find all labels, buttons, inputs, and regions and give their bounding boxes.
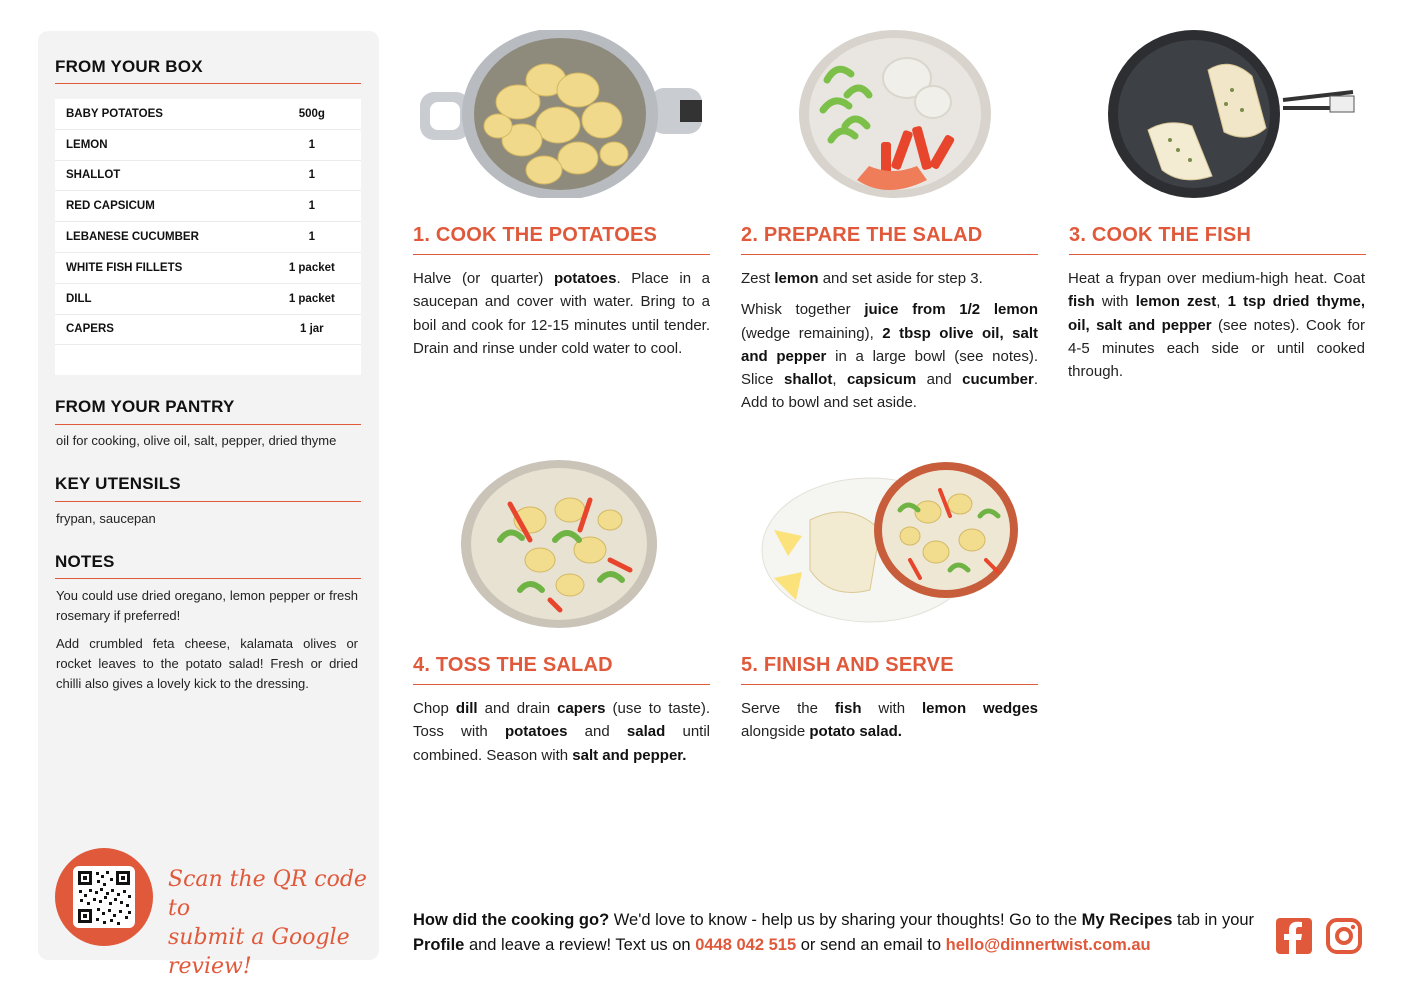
divider [55, 578, 361, 579]
ingredients-sidebar [38, 31, 379, 979]
ingredient-name: SHALLOT [66, 169, 121, 182]
facebook-icon[interactable] [1276, 918, 1312, 954]
bold-text: dill [455, 700, 478, 717]
fish-frypan-image [1108, 30, 1358, 198]
ingredient-name: BABY POTATOES [66, 107, 163, 120]
ingredients-table [55, 99, 361, 375]
step-3-title: 3. COOK THE FISH [1069, 224, 1252, 246]
step-1-text [413, 267, 710, 368]
table-row [55, 161, 361, 192]
bold-text: lemon wedges [921, 700, 1039, 717]
ingredient-qty: 1 [308, 138, 316, 151]
text: Serve the [741, 700, 835, 717]
notes-text [56, 586, 358, 694]
contact-link[interactable]: hello@dinnertwist.com.au [945, 936, 1151, 954]
step-paragraph [741, 697, 1038, 744]
ingredient-name: LEMON [66, 138, 108, 151]
step-paragraph [413, 697, 710, 767]
step-5-text [741, 697, 1038, 752]
text: (wedge remaining), [741, 324, 883, 342]
step-paragraph [413, 267, 710, 360]
table-row [55, 130, 361, 161]
text: tab in your [1172, 911, 1255, 929]
ingredient-name: DILL [66, 292, 92, 305]
note-paragraph: Add crumbled feta cheese, kalamata olives or rocket leaves to the potato salad! Fresh or dried chilli also gives a lovely kick to the dressing. [56, 636, 358, 691]
bold-text: 1 tsp dried thyme, oil, salt and pepper [1068, 293, 1365, 334]
divider [413, 254, 710, 255]
text: (use to taste). Toss with [413, 700, 711, 741]
table-row [55, 222, 361, 253]
bold-text: capsicum [846, 371, 917, 389]
ingredient-qty: 1 [308, 231, 316, 244]
bold-text: juice from 1/2 lemon [864, 301, 1038, 319]
divider [55, 83, 361, 84]
text: with [861, 700, 922, 717]
text: alongside [741, 723, 810, 741]
text: Chop [413, 700, 456, 717]
potatoes-pot-image [418, 30, 703, 198]
ingredient-name: LEBANESE CUCUMBER [66, 231, 199, 244]
pantry-text: oil for cooking, olive oil, salt, pepper, dried thyme [56, 433, 337, 448]
text: Heat a frypan over medium-high heat. Coat [1068, 270, 1365, 287]
salad-bowl-image [797, 30, 997, 198]
text: and [567, 723, 627, 741]
divider [741, 254, 1038, 255]
ingredient-name: WHITE FISH FILLETS [66, 261, 183, 274]
text: and leave a review! Text us on [464, 936, 696, 954]
qr-caption-line: submit a Google review! [168, 925, 350, 979]
step-paragraph [1068, 267, 1365, 383]
table-row [55, 253, 361, 284]
bold-text: fish [1068, 293, 1095, 311]
bold-text: potatoes [553, 270, 617, 287]
notes-title: NOTES [55, 552, 115, 571]
step-paragraph [741, 267, 1038, 290]
divider [741, 684, 1038, 685]
ingredient-qty: 1 jar [300, 323, 324, 336]
text: and set aside for step 3. [818, 270, 983, 287]
text: Halve (or quarter) [413, 270, 554, 287]
qr-caption-line: Scan the QR code to [168, 867, 367, 921]
bold-text: salad [626, 723, 666, 741]
bold-text: potato salad. [809, 723, 902, 741]
table-row [55, 315, 361, 346]
ingredient-qty: 500g [298, 107, 325, 120]
bold-text: salt and pepper. [572, 746, 687, 764]
bold-text: lemon zest [1135, 293, 1217, 311]
divider [55, 501, 361, 502]
ingredient-name: RED CAPSICUM [66, 200, 155, 213]
text: or send an email to [796, 936, 946, 954]
text: (see notes). Cook for 4-5 minutes each side or until cooked through. [1068, 316, 1365, 381]
from-your-pantry-title: FROM YOUR PANTRY [55, 397, 235, 416]
step-1-title: 1. COOK THE POTATOES [413, 224, 658, 246]
step-3-text [1068, 267, 1365, 391]
ingredient-qty: 1 packet [288, 292, 335, 305]
text: and [916, 371, 963, 389]
qr-code[interactable] [73, 866, 135, 928]
bold-text: cucumber [962, 371, 1034, 389]
tossed-salad-image [460, 460, 658, 628]
key-utensils-title: KEY UTENSILS [55, 474, 181, 493]
step-5-title: 5. FINISH AND SERVE [741, 654, 954, 676]
text: , [832, 371, 847, 389]
text: with [1094, 293, 1136, 311]
bold-text: potatoes [504, 723, 568, 741]
bold-text: lemon [774, 270, 819, 287]
divider [1069, 254, 1366, 255]
text: until combined. Season with [413, 723, 710, 764]
ingredient-name: CAPERS [66, 323, 114, 336]
note-paragraph: You could use dried oregano, lemon pepper or fresh rosemary if preferred! [56, 588, 358, 623]
instagram-icon[interactable] [1326, 918, 1362, 954]
qr-badge[interactable] [55, 848, 153, 946]
bold-text: 2 tbsp olive oil, salt and pepper [741, 324, 1038, 365]
contact-link[interactable]: 0448 042 515 [695, 936, 797, 954]
text: . Place in a saucepan and cover with water. Bring to a boil and cook for 12-15 minutes until tender. Drain and rinse under cold water to cool. [413, 270, 710, 357]
bold-text: fish [834, 700, 862, 717]
step-2-text [741, 267, 1038, 423]
bold-text: capers [557, 700, 606, 717]
utensils-text: frypan, saucepan [56, 511, 156, 526]
from-your-box-title: FROM YOUR BOX [55, 57, 203, 76]
divider [413, 684, 710, 685]
bold-text: shallot [783, 371, 833, 389]
bold-text: Profile [413, 936, 465, 954]
step-4-title: 4. TOSS THE SALAD [413, 654, 613, 676]
plated-dish-image [760, 460, 1022, 628]
step-4-text [413, 697, 710, 775]
text: We'd love to know - help us by sharing your thoughts! Go to the [609, 911, 1082, 929]
feedback-footer [413, 908, 1263, 958]
text: in a large bowl (see notes). Slice [741, 347, 1038, 389]
bold-text: How did the cooking go? [413, 911, 610, 929]
table-row [55, 191, 361, 222]
text: and drain [477, 700, 558, 717]
step-2-title: 2. PREPARE THE SALAD [741, 224, 983, 246]
text: , [1216, 293, 1228, 311]
table-row [55, 284, 361, 315]
ingredient-qty: 1 [308, 200, 316, 213]
bold-text: My Recipes [1081, 911, 1173, 929]
ingredient-qty: 1 [308, 169, 316, 182]
step-paragraph [741, 298, 1038, 414]
divider [55, 424, 361, 425]
table-row [55, 99, 361, 130]
text: Whisk together [741, 301, 865, 319]
ingredient-qty: 1 packet [288, 261, 335, 274]
text: Zest [741, 270, 775, 287]
text: . Add to bowl and set aside. [741, 371, 1038, 412]
qr-caption [168, 865, 368, 981]
